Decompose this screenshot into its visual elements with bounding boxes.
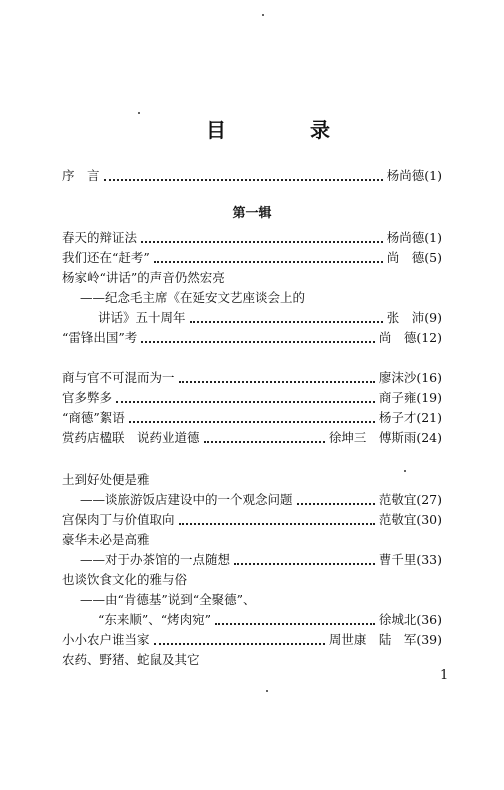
entry-author: 徐坤三 傅斯雨 [328,430,417,445]
page-title: 目 录 [206,118,362,142]
leader-dots [129,420,375,423]
toc-entry [62,328,442,348]
scan-speck [266,690,268,692]
leader-dots [234,562,375,565]
entry-page: (27) [416,492,442,507]
entry-page: (1) [424,230,442,245]
toc-entry [62,368,442,388]
entry-title: 杨家岭“讲话”的声音仍然宏亮 [62,270,225,285]
toc-entry [62,510,442,530]
entry-title: 我们还在“赶考” [62,250,150,265]
toc-entry-subtitle [80,590,442,610]
entry-author: 徐城北 [378,612,417,627]
entry-page: (30) [416,512,442,527]
entry-author: 曹千里 [378,552,417,567]
entry-author: 范敬宜 [378,512,417,527]
entry-title: ——对于办茶馆的一点随想 [80,552,231,567]
entry-author: 廖沫沙 [378,370,417,385]
page-number: 1 [440,668,449,683]
toc-entry [62,248,442,268]
toc-entry [62,388,442,408]
entry-author: 范敬宜 [378,492,417,507]
toc-entry [62,408,442,428]
entry-title: 赏药店楹联 说药业道德 [62,430,200,445]
entry-author: 商子雍 [378,390,417,405]
leader-dots [215,622,375,625]
entry-title: “雷锋出国”考 [62,330,138,345]
scan-speck [262,14,264,16]
leader-dots [154,642,325,645]
scan-speck [404,470,406,472]
entry-author: 周世康 陆 军 [328,632,417,647]
entry-title: 序 言 [62,168,100,183]
toc-entry [62,630,442,650]
section-heading: 第一辑 [232,206,272,221]
entry-page: (36) [416,612,442,627]
entry-page: (24) [416,430,442,445]
toc-entry [62,530,442,550]
entry-title: 也谈饮食文化的雅与俗 [62,572,188,587]
leader-dots [190,320,383,323]
toc-entry [80,490,442,510]
leader-dots [141,240,383,243]
entry-title: 官多弊多 [62,390,113,405]
entry-title: ——由“肯德基”说到“全聚德”、 [80,592,256,607]
toc-entry [62,166,442,186]
leader-dots [179,380,375,383]
entry-page: (33) [416,552,442,567]
toc-entry [62,268,442,288]
toc-entry [62,650,442,670]
entry-title: 豪华未必是高雅 [62,532,150,547]
leader-dots [154,260,383,263]
toc-entry [98,610,442,630]
toc-entry [98,308,442,328]
toc-entry [62,428,442,448]
entry-title: 宫保肉丁与价值取向 [62,512,175,527]
entry-page: (39) [416,632,442,647]
entry-page: (21) [416,410,442,425]
leader-dots [179,522,375,525]
entry-author: 尚 德 [378,330,417,345]
leader-dots [116,400,375,403]
entry-author: 杨尚德 [386,230,425,245]
entry-author: 杨尚德 [386,168,425,183]
toc-entry [62,470,442,490]
leader-dots [104,178,383,181]
entry-title: 农药、野猪、蛇鼠及其它 [62,652,200,667]
toc-entry [62,228,442,248]
toc-entry [80,550,442,570]
entry-title: ——谈旅游饭店建设中的一个观念问题 [80,492,293,507]
toc-entry [62,570,442,590]
entry-author: 杨子才 [378,410,417,425]
leader-dots [297,502,375,505]
entry-page: (1) [424,168,442,183]
entry-title: 商与官不可混而为一 [62,370,175,385]
leader-dots [141,340,375,343]
entry-title: “东来顺”、“烤肉宛” [98,612,212,627]
scan-speck [138,112,140,114]
toc-entry-subtitle [80,288,442,308]
entry-title: 小小农户谁当家 [62,632,150,647]
entry-title: “商德”絮语 [62,410,125,425]
entry-author: 尚 德 [386,250,425,265]
entry-title: 土到好处便是雅 [62,472,150,487]
entry-title: 讲话》五十周年 [98,310,186,325]
entry-page: (12) [416,330,442,345]
entry-page: (5) [424,250,442,265]
entry-author: 张 沛 [386,310,425,325]
entry-page: (9) [424,310,442,325]
entry-title: 春天的辩证法 [62,230,138,245]
entry-page: (16) [416,370,442,385]
entry-page: (19) [416,390,442,405]
leader-dots [204,440,325,443]
entry-title: ——纪念毛主席《在延安文艺座谈会上的 [80,290,306,305]
